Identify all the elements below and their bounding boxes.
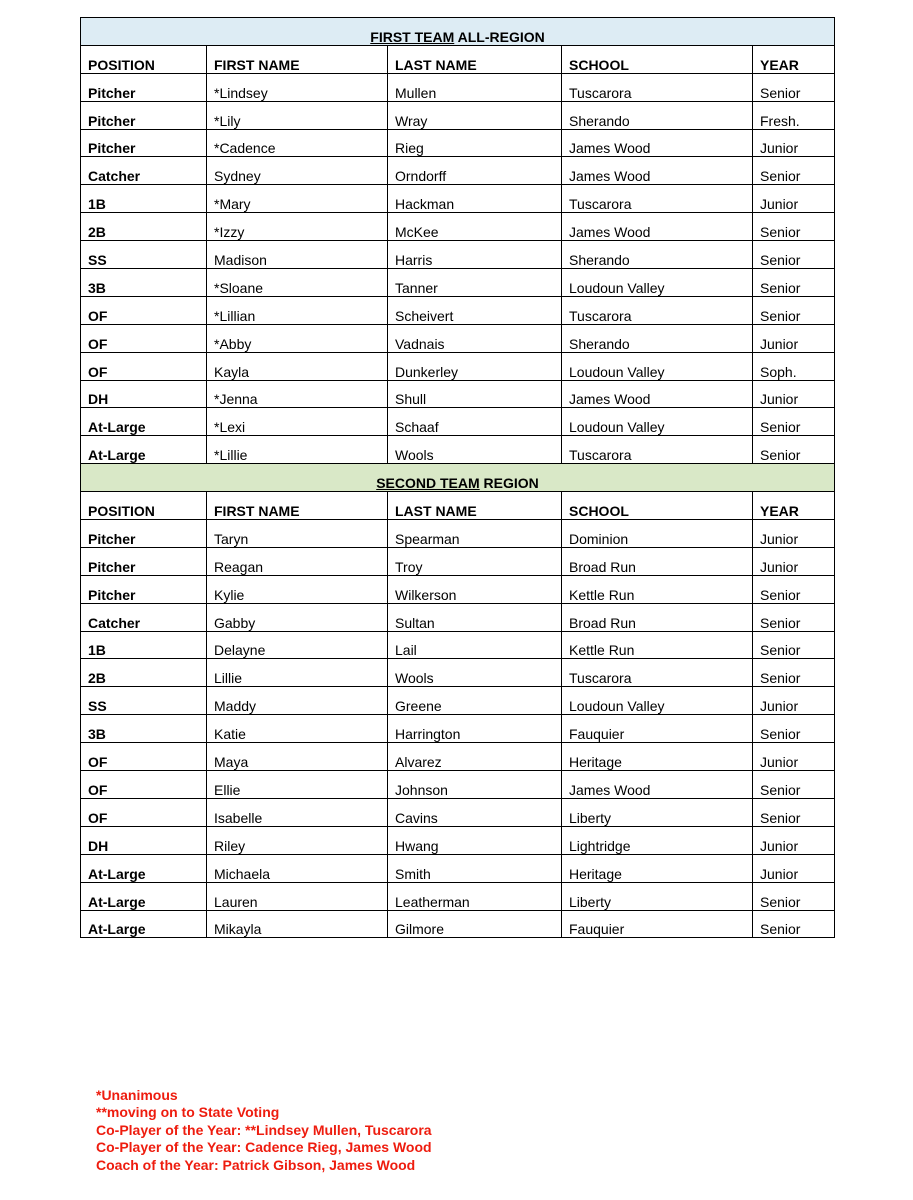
second-team-year-cell: Junior xyxy=(753,687,835,715)
second-team-first-name-cell: Delayne xyxy=(207,631,388,659)
second-team-first-name-cell: Gabby xyxy=(207,603,388,631)
second-team-last-name-cell: Alvarez xyxy=(388,743,562,771)
first-team-school-cell: James Wood xyxy=(562,157,753,185)
first-team-last-name-cell: McKee xyxy=(388,213,562,241)
first-team-year-cell: Senior xyxy=(753,269,835,297)
first-team-position-cell: Catcher xyxy=(81,157,207,185)
first-team-row xyxy=(81,73,835,101)
second-team-last-name-cell: Leatherman xyxy=(388,882,562,910)
second-team-position-cell: 3B xyxy=(81,715,207,743)
second-team-last-name-cell: Hwang xyxy=(388,826,562,854)
second-team-last-name-cell: Spearman xyxy=(388,520,562,548)
first-team-school-cell: Loudoun Valley xyxy=(562,269,753,297)
first-team-title xyxy=(81,18,835,46)
second-team-row xyxy=(81,547,835,575)
second-team-school-cell: Broad Run xyxy=(562,603,753,631)
first-team-first-name-cell: *Lily xyxy=(207,101,388,129)
first-team-row xyxy=(81,324,835,352)
first-team-row xyxy=(81,380,835,408)
first-team-last-name-cell: Scheivert xyxy=(388,296,562,324)
second-team-year-cell: Senior xyxy=(753,910,835,938)
second-team-position-cell: Catcher xyxy=(81,603,207,631)
second-team-first-name-cell: Katie xyxy=(207,715,388,743)
second-team-position-cell: 2B xyxy=(81,659,207,687)
second-team-first-name-cell: Lauren xyxy=(207,882,388,910)
first-team-year-cell: Junior xyxy=(753,324,835,352)
second-team-last-name-cell: Gilmore xyxy=(388,910,562,938)
first-team-first-name-cell: *Lillian xyxy=(207,296,388,324)
second-team-year-cell: Senior xyxy=(753,798,835,826)
first-team-first-name-cell: *Cadence xyxy=(207,129,388,157)
second-team-header-position: POSITION xyxy=(81,492,207,520)
second-team-first-name-cell: Maya xyxy=(207,743,388,771)
first-team-last-name-cell: Tanner xyxy=(388,269,562,297)
first-team-row xyxy=(81,408,835,436)
second-team-year-cell: Junior xyxy=(753,854,835,882)
first-team-first-name-cell: *Izzy xyxy=(207,213,388,241)
first-team-first-name-cell: *Abby xyxy=(207,324,388,352)
second-team-last-name-cell: Cavins xyxy=(388,798,562,826)
first-team-first-name-cell: Kayla xyxy=(207,352,388,380)
second-team-row xyxy=(81,910,835,938)
second-team-school-cell: Fauquier xyxy=(562,715,753,743)
first-team-last-name-cell: Mullen xyxy=(388,73,562,101)
second-team-first-name-cell: Isabelle xyxy=(207,798,388,826)
note-co-player-2: Co-Player of the Year: Cadence Rieg, James Wood xyxy=(96,1139,432,1156)
second-team-school-cell: Broad Run xyxy=(562,547,753,575)
second-team-row xyxy=(81,882,835,910)
second-team-row xyxy=(81,603,835,631)
second-team-last-name-cell: Sultan xyxy=(388,603,562,631)
note-co-player-1: Co-Player of the Year: **Lindsey Mullen, Tuscarora xyxy=(96,1121,432,1138)
first-team-last-name-cell: Orndorff xyxy=(388,157,562,185)
second-team-position-cell: OF xyxy=(81,798,207,826)
first-team-title-row xyxy=(81,18,835,46)
second-team-header-school: SCHOOL xyxy=(562,492,753,520)
second-team-first-name-cell: Mikayla xyxy=(207,910,388,938)
first-team-year-cell: Senior xyxy=(753,296,835,324)
second-team-position-cell: OF xyxy=(81,771,207,799)
second-team-position-cell: OF xyxy=(81,743,207,771)
second-team-header-row xyxy=(81,492,835,520)
second-team-last-name-cell: Johnson xyxy=(388,771,562,799)
second-team-last-name-cell: Greene xyxy=(388,687,562,715)
second-team-last-name-cell: Wools xyxy=(388,659,562,687)
second-team-year-cell: Senior xyxy=(753,715,835,743)
first-team-school-cell: Tuscarora xyxy=(562,73,753,101)
second-team-year-cell: Junior xyxy=(753,520,835,548)
second-team-year-cell: Senior xyxy=(753,631,835,659)
first-team-school-cell: James Wood xyxy=(562,129,753,157)
first-team-year-cell: Senior xyxy=(753,73,835,101)
second-team-position-cell: 1B xyxy=(81,631,207,659)
first-team-school-cell: James Wood xyxy=(562,380,753,408)
second-team-last-name-cell: Wilkerson xyxy=(388,575,562,603)
second-team-position-cell: At-Large xyxy=(81,882,207,910)
first-team-last-name-cell: Schaaf xyxy=(388,408,562,436)
first-team-first-name-cell: *Lexi xyxy=(207,408,388,436)
first-team-school-cell: Sherando xyxy=(562,101,753,129)
second-team-year-cell: Senior xyxy=(753,603,835,631)
second-team-position-cell: Pitcher xyxy=(81,547,207,575)
first-team-year-cell: Junior xyxy=(753,129,835,157)
second-team-row xyxy=(81,631,835,659)
first-team-first-name-cell: *Jenna xyxy=(207,380,388,408)
first-team-position-cell: Pitcher xyxy=(81,73,207,101)
second-team-position-cell: DH xyxy=(81,826,207,854)
first-team-last-name-cell: Wray xyxy=(388,101,562,129)
first-team-year-cell: Fresh. xyxy=(753,101,835,129)
second-team-school-cell: Lightridge xyxy=(562,826,753,854)
note-state-voting: **moving on to State Voting xyxy=(96,1104,280,1121)
first-team-year-cell: Junior xyxy=(753,380,835,408)
second-team-school-cell: Liberty xyxy=(562,882,753,910)
first-team-school-cell: Sherando xyxy=(562,241,753,269)
first-team-position-cell: At-Large xyxy=(81,436,207,464)
second-team-year-cell: Senior xyxy=(753,771,835,799)
first-team-first-name-cell: *Lillie xyxy=(207,436,388,464)
first-team-row xyxy=(81,241,835,269)
first-team-position-cell: 2B xyxy=(81,213,207,241)
first-team-last-name-cell: Harris xyxy=(388,241,562,269)
second-team-first-name-cell: Michaela xyxy=(207,854,388,882)
second-team-position-cell: At-Large xyxy=(81,854,207,882)
second-team-header-first-name: FIRST NAME xyxy=(207,492,388,520)
first-team-first-name-cell: *Sloane xyxy=(207,269,388,297)
second-team-row xyxy=(81,771,835,799)
first-team-position-cell: OF xyxy=(81,324,207,352)
second-team-last-name-cell: Harrington xyxy=(388,715,562,743)
second-team-school-cell: Kettle Run xyxy=(562,575,753,603)
second-team-row xyxy=(81,715,835,743)
second-team-title-rest: REGION xyxy=(479,475,539,492)
first-team-school-cell: Tuscarora xyxy=(562,436,753,464)
first-team-title-rest: ALL-REGION xyxy=(454,28,545,45)
first-team-last-name-cell: Vadnais xyxy=(388,324,562,352)
first-team-first-name-cell: *Mary xyxy=(207,185,388,213)
first-team-school-cell: Loudoun Valley xyxy=(562,352,753,380)
first-team-first-name-cell: Sydney xyxy=(207,157,388,185)
first-team-position-cell: OF xyxy=(81,296,207,324)
first-team-school-cell: Tuscarora xyxy=(562,296,753,324)
first-team-year-cell: Senior xyxy=(753,157,835,185)
first-team-position-cell: SS xyxy=(81,241,207,269)
first-team-header-year: YEAR xyxy=(753,45,835,73)
first-team-year-cell: Junior xyxy=(753,185,835,213)
first-team-year-cell: Senior xyxy=(753,436,835,464)
note-coach: Coach of the Year: Patrick Gibson, James Wood xyxy=(96,1156,416,1173)
first-team-header-first-name: FIRST NAME xyxy=(207,45,388,73)
second-team-header-year: YEAR xyxy=(753,492,835,520)
first-team-position-cell: 1B xyxy=(81,185,207,213)
second-team-first-name-cell: Reagan xyxy=(207,547,388,575)
second-team-year-cell: Senior xyxy=(753,659,835,687)
second-team-first-name-cell: Maddy xyxy=(207,687,388,715)
second-team-year-cell: Junior xyxy=(753,743,835,771)
second-team-row xyxy=(81,520,835,548)
second-team-school-cell: Heritage xyxy=(562,743,753,771)
first-team-header-school: SCHOOL xyxy=(562,45,753,73)
roster-body xyxy=(81,18,835,938)
first-team-school-cell: Sherando xyxy=(562,324,753,352)
second-team-row xyxy=(81,826,835,854)
first-team-row xyxy=(81,352,835,380)
second-team-title xyxy=(81,464,835,492)
first-team-year-cell: Senior xyxy=(753,241,835,269)
second-team-position-cell: At-Large xyxy=(81,910,207,938)
second-team-row xyxy=(81,743,835,771)
first-team-header-last-name: LAST NAME xyxy=(388,45,562,73)
first-team-school-cell: Tuscarora xyxy=(562,185,753,213)
second-team-first-name-cell: Lillie xyxy=(207,659,388,687)
first-team-last-name-cell: Dunkerley xyxy=(388,352,562,380)
second-team-position-cell: Pitcher xyxy=(81,575,207,603)
second-team-title-underlined: SECOND TEAM xyxy=(376,475,480,492)
first-team-year-cell: Senior xyxy=(753,213,835,241)
second-team-position-cell: Pitcher xyxy=(81,520,207,548)
second-team-year-cell: Junior xyxy=(753,547,835,575)
first-team-header-row xyxy=(81,45,835,73)
first-team-last-name-cell: Hackman xyxy=(388,185,562,213)
first-team-last-name-cell: Wools xyxy=(388,436,562,464)
second-team-position-cell: SS xyxy=(81,687,207,715)
first-team-row xyxy=(81,185,835,213)
first-team-first-name-cell: *Lindsey xyxy=(207,73,388,101)
first-team-first-name-cell: Madison xyxy=(207,241,388,269)
first-team-last-name-cell: Shull xyxy=(388,380,562,408)
first-team-row xyxy=(81,157,835,185)
second-team-first-name-cell: Kylie xyxy=(207,575,388,603)
first-team-position-cell: Pitcher xyxy=(81,129,207,157)
all-region-roster-table xyxy=(80,17,835,938)
first-team-position-cell: OF xyxy=(81,352,207,380)
second-team-school-cell: Liberty xyxy=(562,798,753,826)
first-team-row xyxy=(81,101,835,129)
second-team-row xyxy=(81,575,835,603)
second-team-school-cell: Fauquier xyxy=(562,910,753,938)
first-team-year-cell: Soph. xyxy=(753,352,835,380)
second-team-first-name-cell: Ellie xyxy=(207,771,388,799)
second-team-row xyxy=(81,687,835,715)
second-team-school-cell: Kettle Run xyxy=(562,631,753,659)
second-team-last-name-cell: Lail xyxy=(388,631,562,659)
first-team-row xyxy=(81,129,835,157)
first-team-header-position: POSITION xyxy=(81,45,207,73)
second-team-last-name-cell: Troy xyxy=(388,547,562,575)
second-team-year-cell: Junior xyxy=(753,826,835,854)
first-team-school-cell: Loudoun Valley xyxy=(562,408,753,436)
second-team-year-cell: Senior xyxy=(753,575,835,603)
first-team-title-underlined: FIRST TEAM xyxy=(370,28,455,45)
first-team-position-cell: At-Large xyxy=(81,408,207,436)
first-team-row xyxy=(81,436,835,464)
first-team-row xyxy=(81,269,835,297)
first-team-year-cell: Senior xyxy=(753,408,835,436)
note-unanimous: *Unanimous xyxy=(96,1087,178,1103)
second-team-title-row xyxy=(81,464,835,492)
second-team-year-cell: Senior xyxy=(753,882,835,910)
second-team-row xyxy=(81,798,835,826)
first-team-row xyxy=(81,213,835,241)
second-team-row xyxy=(81,659,835,687)
footnotes xyxy=(96,1087,432,1174)
first-team-position-cell: Pitcher xyxy=(81,101,207,129)
second-team-school-cell: Dominion xyxy=(562,520,753,548)
second-team-school-cell: Tuscarora xyxy=(562,659,753,687)
second-team-school-cell: James Wood xyxy=(562,771,753,799)
first-team-school-cell: James Wood xyxy=(562,213,753,241)
second-team-first-name-cell: Taryn xyxy=(207,520,388,548)
second-team-first-name-cell: Riley xyxy=(207,826,388,854)
second-team-header-last-name: LAST NAME xyxy=(388,492,562,520)
second-team-row xyxy=(81,854,835,882)
second-team-last-name-cell: Smith xyxy=(388,854,562,882)
first-team-position-cell: DH xyxy=(81,380,207,408)
first-team-last-name-cell: Rieg xyxy=(388,129,562,157)
second-team-school-cell: Loudoun Valley xyxy=(562,687,753,715)
first-team-row xyxy=(81,296,835,324)
second-team-school-cell: Heritage xyxy=(562,854,753,882)
first-team-position-cell: 3B xyxy=(81,269,207,297)
